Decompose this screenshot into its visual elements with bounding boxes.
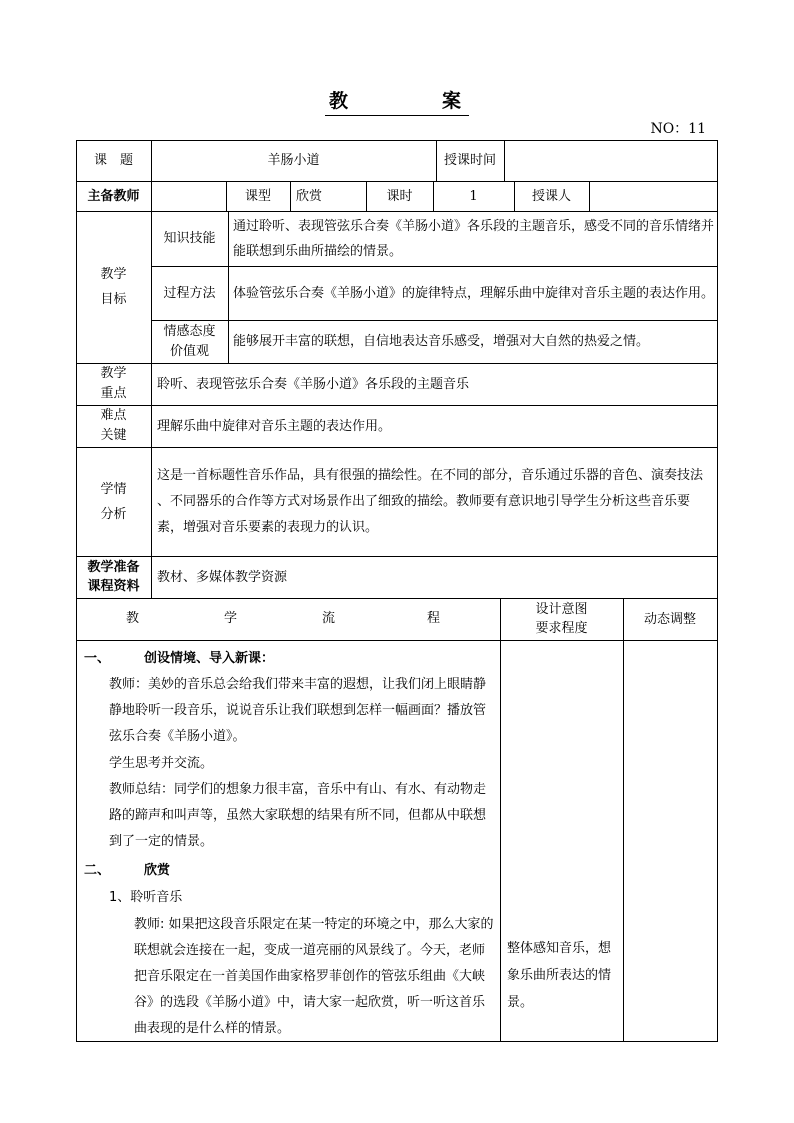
student-analysis-label: 学情 分析: [100, 481, 127, 522]
design-intent-note: 整体感知音乐，想象乐曲所表达的情景。: [507, 941, 612, 1010]
key-points-text: 聆听、表现管弦乐合奏《羊肠小道》各乐段的主题音乐: [157, 376, 470, 392]
goal-knowledge-label: 知识技能: [163, 231, 216, 246]
goal-knowledge-text: 通过聆听、表现管弦乐合奏《羊肠小道》各乐段的主题音乐，感受不同的音乐情绪并能联想到乐曲所描绘的情景。: [233, 218, 715, 259]
lesson-type-label: 课型: [244, 188, 271, 204]
student-analysis-text: 这是一首标题性音乐作品，具有很强的描绘性。在不同的部分，音乐通过乐器的音色、演奏技法 、不同器乐的合作等方式对场景作出了细致的描绘。教师要有意识地引导学生分析这些音乐要素，增强对音乐要素的表现力的认识。: [157, 467, 704, 535]
key-points-label: 教学 重点: [100, 366, 127, 401]
design-intent-header: 设计意图 要求程度: [535, 602, 588, 636]
topic-label: 课 题: [93, 153, 133, 168]
section-2-heading: 二、 欣赏: [84, 863, 171, 878]
process-header: 教 学 流 程: [126, 611, 441, 626]
difficulties-text: 理解乐曲中旋律对音乐主题的表达作用。: [157, 418, 392, 434]
goal-process-label: 过程方法: [163, 285, 216, 301]
lead-teacher-label: 主备教师: [87, 188, 140, 204]
paragraph: 学生思考并交流。: [109, 756, 214, 771]
section-1-heading: 一、 创设情境、导入新课：: [84, 651, 275, 666]
subsection-heading: 1、聆听音乐: [109, 890, 183, 905]
lecturer-value: [589, 181, 717, 211]
preparation-text: 教材、多媒体教学资源: [157, 569, 288, 585]
paragraph: 教师: 如果把这段音乐限定在某一特定的环境之中，那么大家的联想就会连接在一起，变成一道亮丽的风景线了。今天，老师把音乐限定在一首美国作曲家格罗菲创作的管弦乐组曲《大峡谷》的选段《羊肠小道》中，请大家一起欣赏，听一听这首乐曲表现的是什么样的情景。: [134, 917, 494, 1036]
goal-emotion-text: 能够展开丰富的联想，自信地表达音乐感受，增强对大自然的热爱之情。: [233, 334, 650, 349]
lead-teacher-value: [151, 181, 226, 211]
paragraph: 教师：美妙的音乐总会给我们带来丰富的遐想，让我们闭上眼睛静静地聆听一段音乐，说说音乐让我们联想到怎样一幅画面？播放管弦乐合奏《羊肠小道》。: [109, 677, 487, 744]
document-title: 教 案: [0, 86, 794, 116]
goal-process-text: 体验管弦乐合奏《羊肠小道》的旋律特点，理解乐曲中旋律对音乐主题的表达作用。: [233, 285, 715, 301]
preparation-label: 教学准备 课程资料: [87, 560, 140, 594]
difficulties-label: 难点 关键: [100, 408, 127, 443]
lecturer-label: 授课人: [531, 188, 571, 204]
paragraph: 教师总结：同学们的想象力很丰富，音乐中有山、有水、有动物走路的蹄声和叫声等，虽然大家联想的结果有所不同，但都从中联想到了一定的情景。: [109, 782, 487, 849]
class-time-value: [504, 140, 717, 181]
class-hours-label: 课时: [386, 188, 413, 204]
class-hours-value: 1: [469, 188, 478, 204]
dynamic-adjust-header: 动态调整: [643, 611, 696, 627]
topic-value: 羊肠小道: [267, 153, 320, 168]
lesson-type-value: 欣赏: [296, 188, 323, 204]
process-content: [76, 640, 500, 1040]
goal-emotion-label: 情感态度 价值观: [163, 323, 216, 359]
dynamic-adjust-cell: [623, 640, 717, 1040]
teaching-goals-label: 教学 目标: [100, 267, 127, 307]
class-time-label: 授课时间: [443, 153, 496, 168]
document-number: NO：11: [650, 121, 706, 137]
